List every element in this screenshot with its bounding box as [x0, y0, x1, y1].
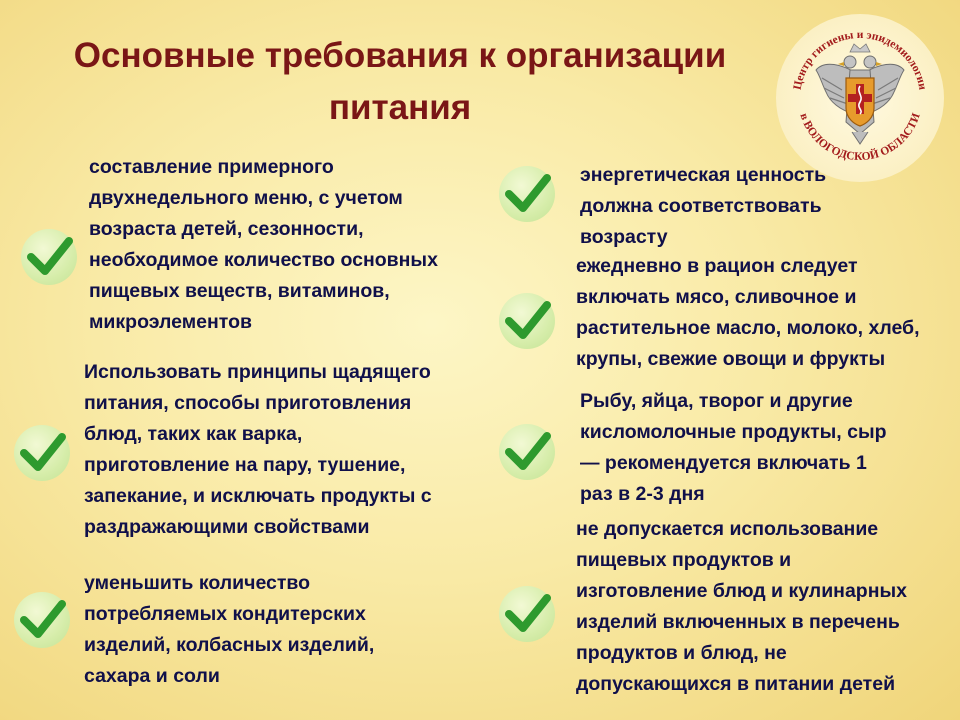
eagle-emblem-icon	[776, 14, 944, 182]
checkmark-icon	[14, 425, 70, 481]
checkmark-icon	[499, 586, 555, 642]
right-item-3-text: Рыбу, яйца, творог и другие кисломолочные продукты, сыр — рекомендуется включать 1 раз в 2-3 дня	[580, 390, 887, 505]
organization-logo	[776, 14, 944, 182]
checkmark-icon	[499, 166, 555, 222]
title-line-1: Основные требования к организации	[73, 36, 727, 75]
right-item-4-text: не допускается использование пищевых продуктов и изготовление блюд и кулинарных изделий включенных в перечень продуктов и блюд, не допускающихся в питании детей	[576, 518, 907, 695]
page-title	[20, 30, 780, 134]
left-item-3-text: уменьшить количество потребляемых кондитерских изделий, колбасных изделий, сахара и соли	[84, 572, 375, 687]
left-item-2-text: Использовать принципы щадящего питания, способы приготовления блюд, таких как варка, приготовление на пару, тушение, запекание, и исключать продукты с раздражающими свойствами	[84, 361, 432, 538]
checkmark-icon	[499, 293, 555, 349]
logo-bottom-text: в ВОЛОГОДСКОЙ ОБЛАСТИ	[797, 111, 923, 164]
checkmark-icon	[14, 592, 70, 648]
left-item-1-text: составление примерного двухнедельного меню, с учетом возраста детей, сезонности, необходимое количество основных пищевых веществ, витаминов, микроэлементов	[89, 156, 438, 333]
checkmark-icon	[21, 229, 77, 285]
logo-top-text: Центр гигиены и эпидемиологии	[791, 28, 929, 91]
checkmark-icon	[499, 424, 555, 480]
right-item-2-text: ежедневно в рацион следует включать мясо, сливочное и растительное масло, молоко, хлеб, крупы, свежие овощи и фрукты	[576, 255, 920, 370]
title-line-2: питания	[328, 88, 472, 127]
right-item-1-text: энергетическая ценность должна соответствовать возрасту	[580, 164, 827, 248]
